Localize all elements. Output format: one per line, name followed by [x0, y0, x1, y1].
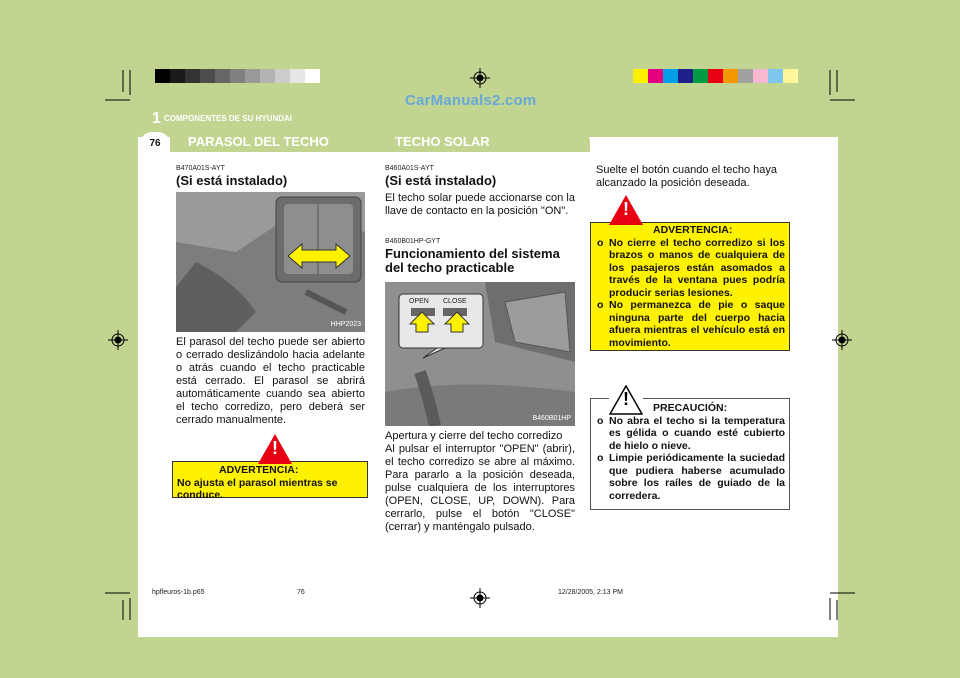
body-title: Apertura y cierre del techo corredizo: [385, 430, 563, 442]
subtitle: (Si está instalado): [385, 173, 497, 188]
warning-title: ADVERTENCIA:: [653, 224, 733, 236]
registration-target: [470, 68, 490, 88]
image-code: B460B01HP: [532, 415, 571, 422]
warning-icon: !: [609, 195, 643, 225]
section-title-parasol: PARASOL DEL TECHO: [188, 134, 329, 149]
caution-title: PRECAUCIÓN:: [653, 402, 728, 414]
body-text: El parasol del techo puede ser abierto o cerrado deslizándolo hacia adelante o atrás cuando el techo practicable está cerrado. El parasol se abrirá automáticamente cuando sea abierto el techo corredizo, pero deberá ser cerrado manualmente.: [176, 336, 365, 426]
warning-box: [172, 438, 368, 501]
warning-box: [590, 199, 790, 351]
body-text: Suelte el botón cuando el techo haya alcanzado la posición deseada.: [596, 164, 778, 189]
footer-date: 12/28/2005, 2:13 PM: [558, 589, 623, 596]
caution-icon: !: [609, 385, 643, 415]
tab-techo-solar: [380, 130, 590, 152]
tab-parasol: [170, 130, 391, 152]
caution-box: [590, 389, 790, 510]
switch-label-close: CLOSE: [443, 298, 467, 305]
warning-icon: !: [258, 434, 292, 464]
image-code: HHP2023: [330, 321, 361, 328]
section-code: B460B01HP-GYT: [385, 238, 441, 245]
section-code: B470A01S-AYT: [176, 165, 225, 172]
list-item: o No abra el techo si la temperatura es gélida o cuando esté cubierto de hielo o nieve.: [597, 414, 785, 452]
chapter-number: 1: [152, 110, 161, 127]
page-number: 76: [140, 132, 170, 156]
sunshade-illustration: [176, 192, 365, 332]
subtitle: (Si está instalado): [176, 173, 288, 188]
warning-title: ADVERTENCIA:: [219, 464, 299, 476]
chapter-title: COMPONENTES DE SU HYUNDAI: [164, 114, 293, 123]
warning-text: No ajusta el parasol mientras se conduce.: [177, 476, 338, 501]
watermark: CarManuals2.com: [405, 92, 537, 109]
list-item: o No cierre el techo corredizo si los brazos o manos de cualquiera de los pasajeros están asomados a través de la ventana pues podría producir serias lesiones.: [597, 236, 785, 299]
switch-label-open: OPEN: [409, 298, 429, 305]
list-item: o Limpie periódicamente la suciedad que pudiera haberse acumulado sobre los raíles de guiado de la corredera.: [597, 452, 785, 502]
sunshade-photo: [176, 192, 365, 332]
body-text: El techo solar puede accionarse con la llave de contacto en la posición "ON".: [385, 192, 575, 217]
footer-page: 76: [297, 589, 305, 596]
subtitle: Funcionamiento del sistema del techo practicable: [385, 246, 560, 275]
sunroof-switch-photo: [385, 282, 575, 426]
list-item: o No permanezca de pie o saque ninguna parte del cuerpo hacia afuera mientras el vehículo está en movimiento.: [597, 299, 785, 349]
section-title-techo-solar: TECHO SOLAR: [395, 134, 490, 149]
footer-file: hpfleuros-1b.p65: [152, 589, 205, 596]
body-text: Al pulsar el interruptor "OPEN" (abrir), el techo corredizo se abre al máximo. Para pararlo a la posición deseada, pulse cualquiera de los interruptores (OPEN, CLOSE, UP, DOWN). Para cerrarlo, pulse el botón "CLOSE" (cerrar) y manténgalo pulsado.: [385, 443, 575, 533]
section-code: B460A01S-AYT: [385, 165, 434, 172]
